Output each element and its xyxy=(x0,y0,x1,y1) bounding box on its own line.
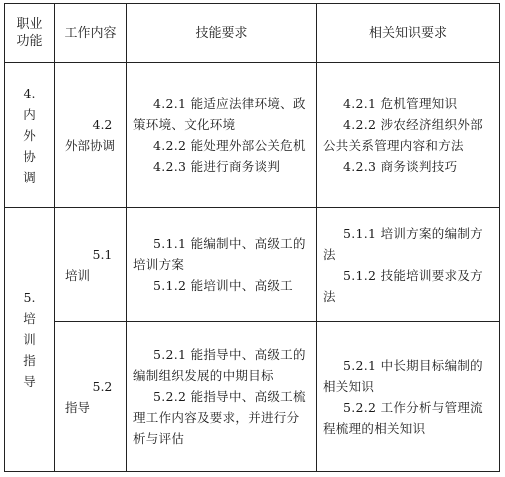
skill-item: 5.2.2 能指导中、高级工梳理工作内容及要求，并进行分析与评估 xyxy=(133,389,306,446)
knowledge-item: 4.2.2 涉农经济组织外部公共关系管理内容和方法 xyxy=(323,117,483,153)
skills-cell-5-1 xyxy=(127,208,317,322)
header-skills: 技能要求 xyxy=(127,4,317,63)
header-knowledge: 相关知识要求 xyxy=(317,4,500,63)
header-function: 职业 功能 xyxy=(5,4,55,63)
knowledge-cell-4-2 xyxy=(317,63,500,208)
skill-item: 4.2.3 能进行商务谈判 xyxy=(153,159,281,174)
knowledge-cell-5-1 xyxy=(317,208,500,322)
skill-item: 5.1.2 能培训中、高级工 xyxy=(153,278,293,293)
table-row-5-2 xyxy=(5,322,500,472)
header-content: 工作内容 xyxy=(55,4,127,63)
knowledge-item: 5.2.1 中长期目标编制的相关知识 xyxy=(323,357,483,394)
table-row-5-1 xyxy=(5,208,500,322)
skill-item: 5.1.1 能编制中、高级工的培训方案 xyxy=(133,236,306,272)
skill-item: 4.2.1 能适应法律环境、政策环境、文化环境 xyxy=(133,96,306,132)
knowledge-item: 4.2.3 商务谈判技巧 xyxy=(343,159,458,174)
knowledge-item: 5.2.2 工作分析与管理流程梳理的相关知识 xyxy=(323,399,483,436)
table-row-4-2 xyxy=(5,63,500,208)
knowledge-item: 5.1.1 培训方案的编制方法 xyxy=(323,225,483,262)
function-cell-4: 4.内外协调 xyxy=(5,63,55,208)
skill-item: 4.2.2 能处理外部公关危机 xyxy=(153,138,306,153)
knowledge-item: 5.1.2 技能培训要求及方法 xyxy=(323,267,483,304)
skills-cell-5-2 xyxy=(127,322,317,472)
knowledge-cell-5-2 xyxy=(317,322,500,472)
occupation-skills-table xyxy=(4,3,500,472)
skill-item: 5.2.1 能指导中、高级工的编制组织发展的中期目标 xyxy=(133,347,306,383)
content-cell-4-2: 4.2 外部协调 xyxy=(55,63,127,208)
content-cell-5-1: 5.1 培训 xyxy=(55,208,127,322)
function-cell-5: 5.培训指导 xyxy=(5,208,55,472)
content-cell-5-2: 5.2 指导 xyxy=(55,322,127,472)
knowledge-item: 4.2.1 危机管理知识 xyxy=(343,96,458,111)
skills-cell-4-2 xyxy=(127,63,317,208)
table-header-row xyxy=(5,4,500,63)
